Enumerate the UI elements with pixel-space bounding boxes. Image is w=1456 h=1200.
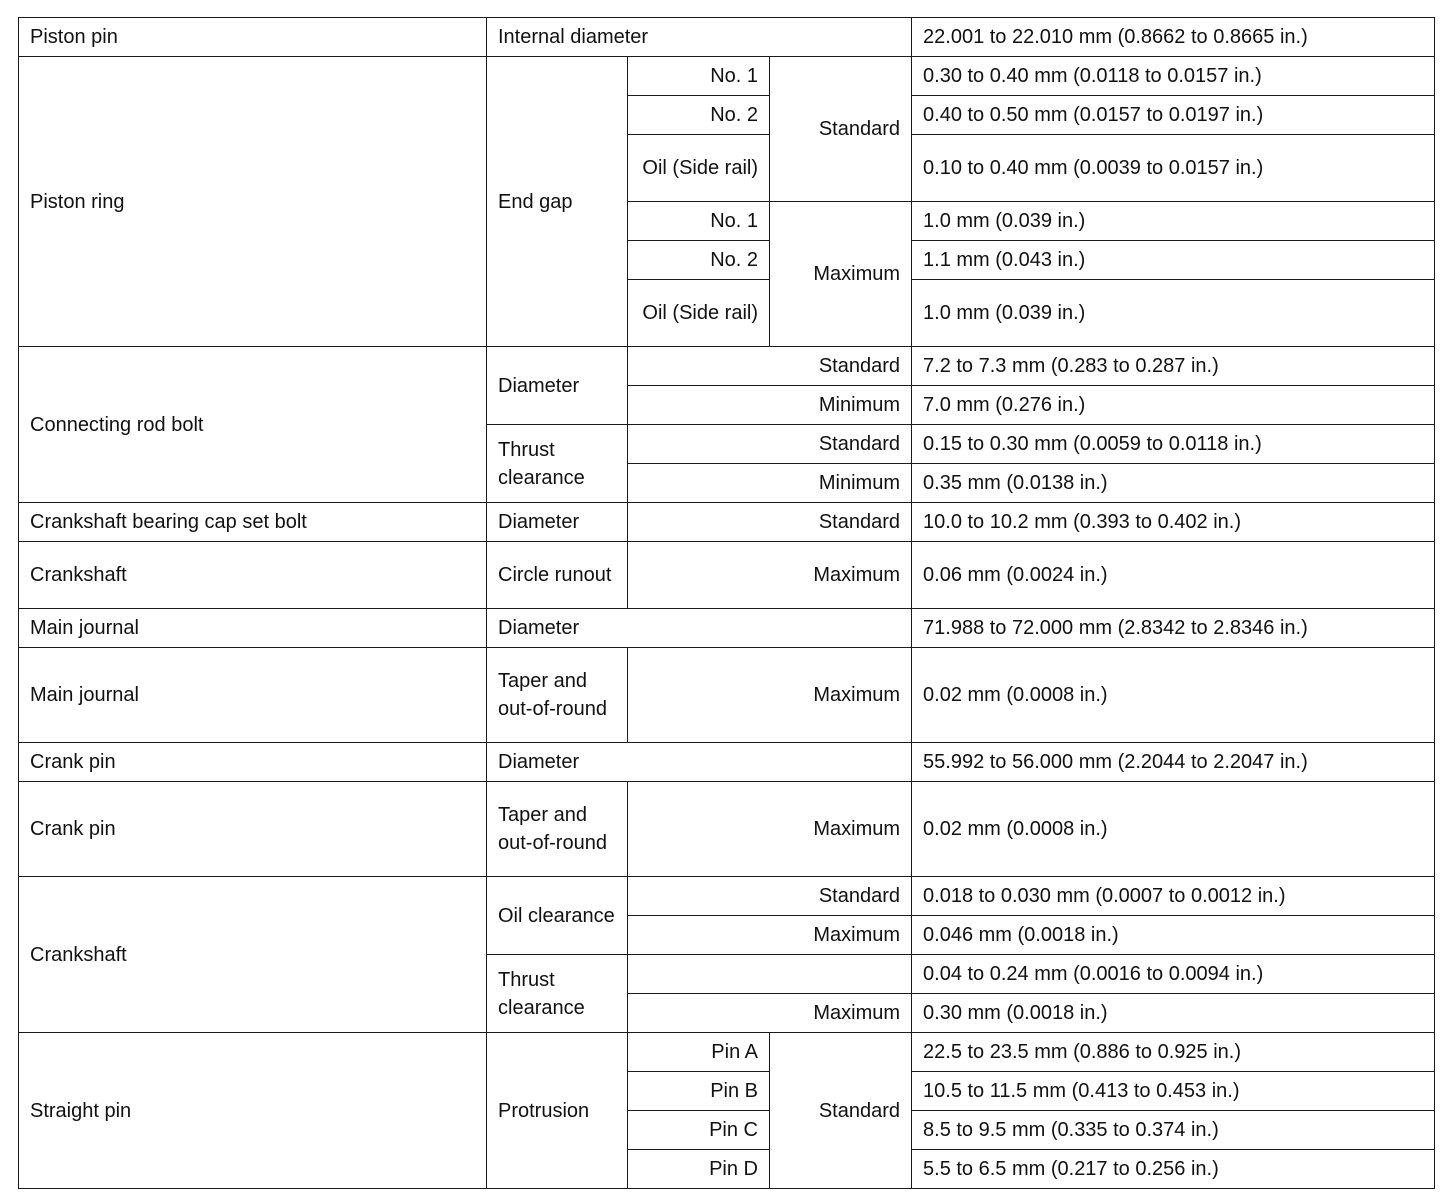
value-cell: 1.1 mm (0.043 in.) [912,241,1435,280]
specification-table [18,17,1435,1189]
item-cell: Crankshaft bearing cap set bolt [19,503,487,542]
table-row [19,1033,1435,1072]
value-cell: 8.5 to 9.5 mm (0.335 to 0.374 in.) [912,1111,1435,1150]
value-cell: 22.001 to 22.010 mm (0.8662 to 0.8665 in.) [912,18,1435,57]
table-row [19,347,1435,386]
sub-item-cell: Taper and out-of-round [487,782,628,877]
condition-cell: Maximum [628,648,912,743]
item-cell: Connecting rod bolt [19,347,487,503]
value-cell: 0.02 mm (0.0008 in.) [912,648,1435,743]
item-cell: Crank pin [19,782,487,877]
condition-cell [628,955,912,994]
condition-cell: Standard [628,877,912,916]
sub-item-cell: Oil clearance [487,877,628,955]
table-row [19,648,1435,743]
condition-cell: Standard [628,503,912,542]
pin-cell: Pin D [628,1150,770,1189]
table-row [19,542,1435,609]
table-row [19,18,1435,57]
value-cell: 0.04 to 0.24 mm (0.0016 to 0.0094 in.) [912,955,1435,994]
value-cell: 0.15 to 0.30 mm (0.0059 to 0.0118 in.) [912,425,1435,464]
item-cell: Straight pin [19,1033,487,1189]
sub-item-cell: Diameter [487,503,628,542]
value-cell: 0.40 to 0.50 mm (0.0157 to 0.0197 in.) [912,96,1435,135]
item-cell: Piston pin [19,18,487,57]
value-cell: 10.5 to 11.5 mm (0.413 to 0.453 in.) [912,1072,1435,1111]
value-cell: 10.0 to 10.2 mm (0.393 to 0.402 in.) [912,503,1435,542]
value-cell: 0.046 mm (0.0018 in.) [912,916,1435,955]
value-cell: 7.2 to 7.3 mm (0.283 to 0.287 in.) [912,347,1435,386]
item-cell: Main journal [19,648,487,743]
ring-cell: No. 1 [628,57,770,96]
ring-cell: Oil (Side rail) [628,135,770,202]
value-cell: 55.992 to 56.000 mm (2.2044 to 2.2047 in.) [912,743,1435,782]
value-cell: 0.30 to 0.40 mm (0.0118 to 0.0157 in.) [912,57,1435,96]
ring-cell: Oil (Side rail) [628,280,770,347]
value-cell: 5.5 to 6.5 mm (0.217 to 0.256 in.) [912,1150,1435,1189]
sub-item-cell: Circle runout [487,542,628,609]
value-cell: 0.10 to 0.40 mm (0.0039 to 0.0157 in.) [912,135,1435,202]
item-cell: Crank pin [19,743,487,782]
value-cell: 22.5 to 23.5 mm (0.886 to 0.925 in.) [912,1033,1435,1072]
value-cell: 71.988 to 72.000 mm (2.8342 to 2.8346 in.) [912,609,1435,648]
value-cell: 1.0 mm (0.039 in.) [912,280,1435,347]
sub-item-cell: Diameter [487,609,912,648]
value-cell: 1.0 mm (0.039 in.) [912,202,1435,241]
value-cell: 0.018 to 0.030 mm (0.0007 to 0.0012 in.) [912,877,1435,916]
condition-cell: Maximum [770,202,912,347]
ring-cell: No. 2 [628,96,770,135]
sub-item-cell: Internal diameter [487,18,912,57]
value-cell: 0.30 mm (0.0018 in.) [912,994,1435,1033]
condition-cell: Minimum [628,386,912,425]
value-cell: 7.0 mm (0.276 in.) [912,386,1435,425]
sub-item-cell: Taper and out-of-round [487,648,628,743]
item-cell: Crankshaft [19,542,487,609]
condition-cell: Maximum [628,782,912,877]
pin-cell: Pin B [628,1072,770,1111]
pin-cell: Pin A [628,1033,770,1072]
table-row [19,57,1435,96]
item-cell: Crankshaft [19,877,487,1033]
ring-cell: No. 1 [628,202,770,241]
sub-item-cell: Diameter [487,347,628,425]
sub-item-cell: End gap [487,57,628,347]
condition-cell: Standard [628,425,912,464]
condition-cell: Standard [770,57,912,202]
sub-item-cell: Diameter [487,743,912,782]
sub-item-cell: Protrusion [487,1033,628,1189]
sub-item-cell: Thrust clearance [487,955,628,1033]
table-row [19,609,1435,648]
condition-cell: Maximum [628,916,912,955]
item-cell: Piston ring [19,57,487,347]
value-cell: 0.35 mm (0.0138 in.) [912,464,1435,503]
condition-cell: Standard [628,347,912,386]
pin-cell: Pin C [628,1111,770,1150]
sub-item-cell: Thrust clearance [487,425,628,503]
condition-cell: Standard [770,1033,912,1189]
table-row [19,503,1435,542]
condition-cell: Minimum [628,464,912,503]
table-row [19,782,1435,877]
value-cell: 0.06 mm (0.0024 in.) [912,542,1435,609]
item-cell: Main journal [19,609,487,648]
ring-cell: No. 2 [628,241,770,280]
value-cell: 0.02 mm (0.0008 in.) [912,782,1435,877]
table-row [19,877,1435,916]
condition-cell: Maximum [628,542,912,609]
condition-cell: Maximum [628,994,912,1033]
table-row [19,743,1435,782]
